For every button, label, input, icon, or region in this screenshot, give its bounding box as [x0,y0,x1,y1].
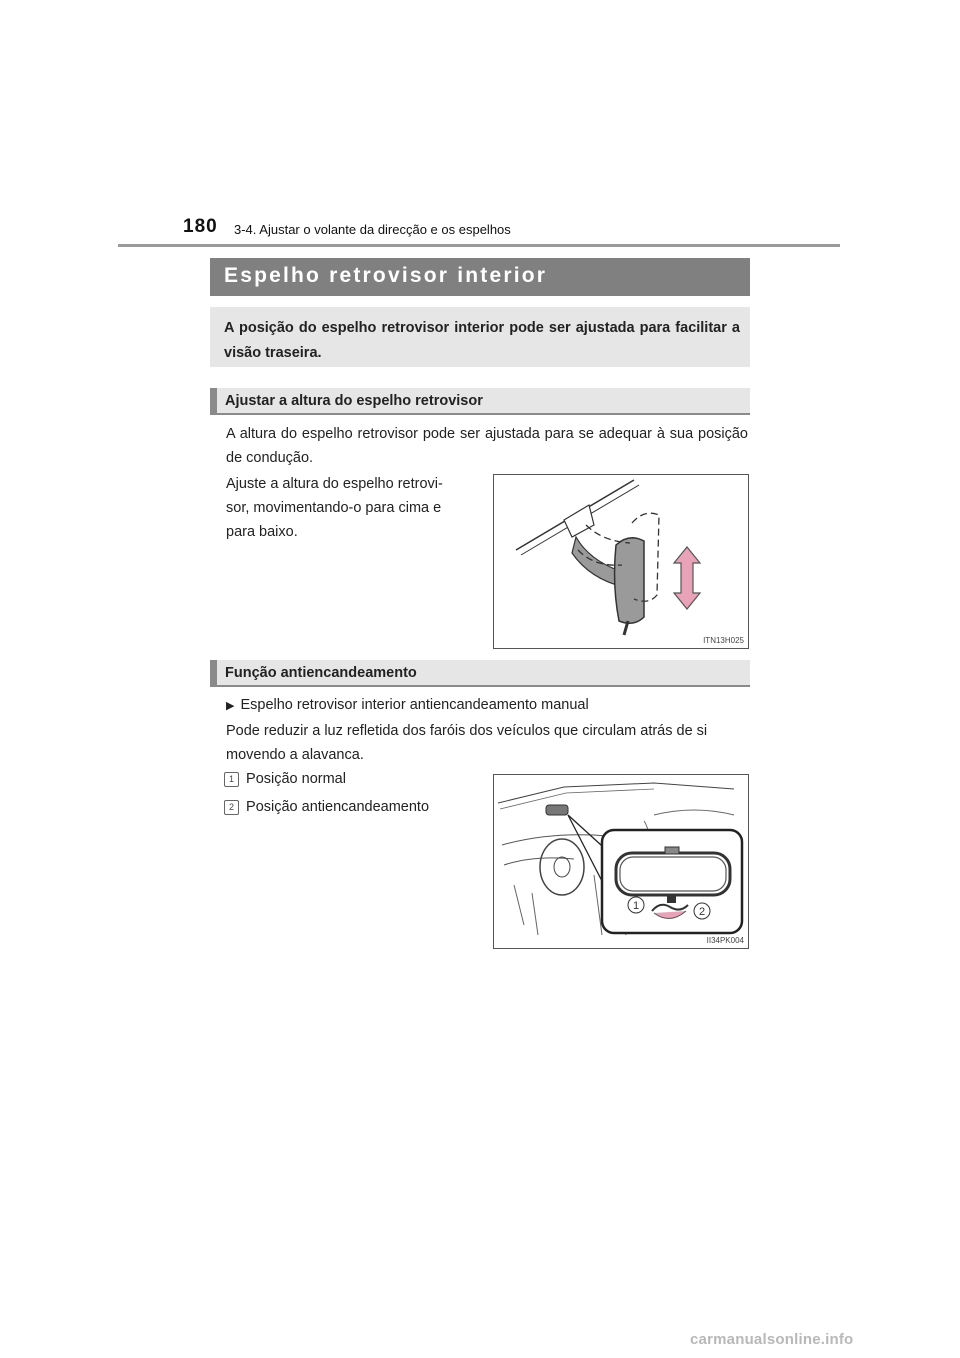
legend-item [224,795,429,819]
instruction-line: sor, movimentando-o para cima e [226,500,442,516]
legend-item [224,767,346,791]
antiglare-figure [493,774,749,949]
instruction-line: Ajuste a altura do espelho retrovi- [226,476,443,492]
callout-2-number: 2 [698,906,706,918]
subheading-antiglare: Função antiencandeamento [210,660,750,687]
subheading-height-adjust: Ajustar a altura do espelho retrovisor [210,388,750,415]
intro-box: A posição do espelho retrovisor interior pode ser ajustada para facilitar a visão traseira. [210,307,750,367]
mirror-height-figure [493,474,749,649]
mirror-body [615,538,644,623]
figure-code: II34PK004 [706,936,744,945]
height-adjust-instruction [226,472,488,544]
triangle-bullet-icon: ▶ [226,700,235,712]
legend-label: Posição normal [246,771,346,787]
watermark: carmanualsonline.info [690,1331,854,1348]
figure-code: ITN13H025 [703,636,744,645]
mirror-mount [665,847,679,854]
callout-1-number: 1 [632,900,640,912]
section-title: Espelho retrovisor interior [210,258,750,296]
antiglare-lever [667,895,676,903]
header-rule [118,244,840,247]
running-head: 3-4. Ajustar o volante da direcção e os espelhos [234,222,511,237]
instruction-line: para baixo. [226,524,298,540]
mirror-height-illustration [494,475,748,648]
number-badge: 2 [224,800,239,815]
page-number: 180 [183,216,218,237]
windshield-frame [498,783,734,803]
antiglare-bullet [226,693,748,718]
bullet-text: Espelho retrovisor interior antiencandeamento manual [240,697,589,713]
mirror-mount [564,505,594,537]
car-interior-illustration [494,775,748,948]
steering-wheel [540,839,584,895]
height-adjust-paragraph: A altura do espelho retrovisor pode ser ajustada para se adequar à sua posição de condução. [226,426,748,466]
rearview-mirror-small [546,805,568,815]
up-down-arrow-icon [674,547,700,609]
legend-label: Posição antiencandeamento [246,799,430,815]
number-badge: 1 [224,772,239,787]
antiglare-paragraph: Pode reduzir a luz refletida dos faróis dos veículos que circulam atrás de si movendo a alavanca. [226,723,708,763]
